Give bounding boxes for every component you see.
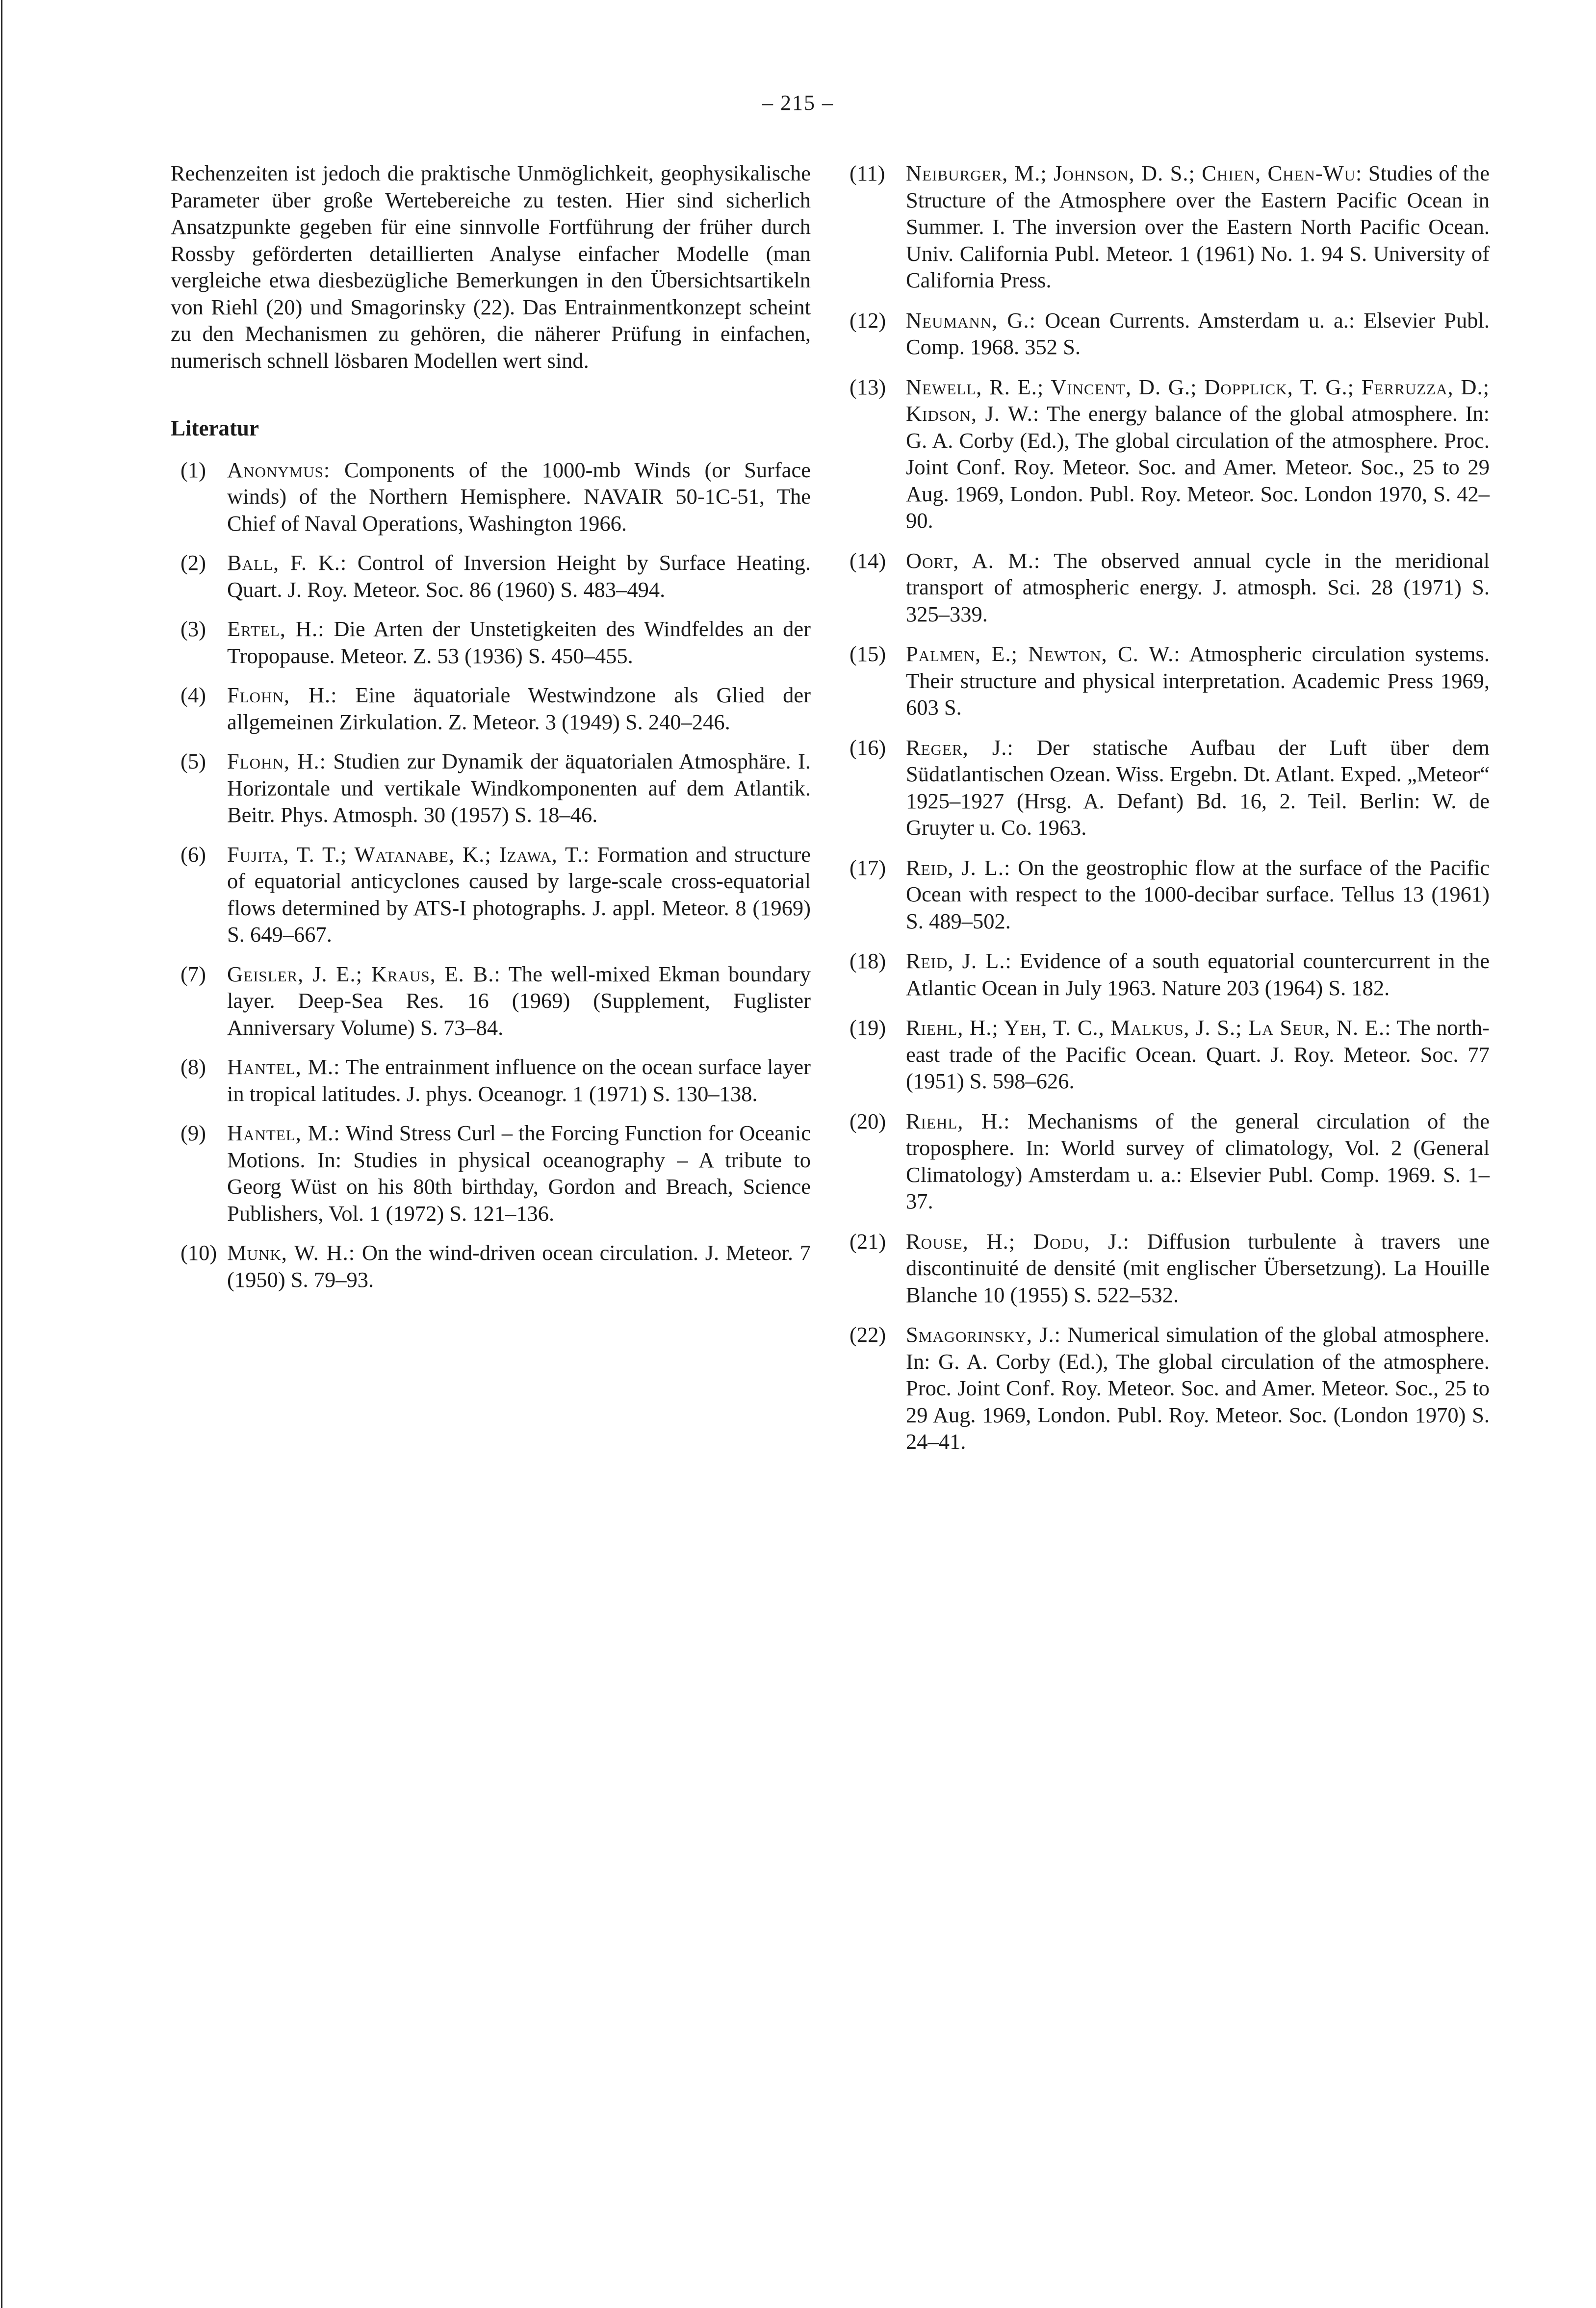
reference-authors: Reger, J.:: [906, 735, 1014, 760]
reference-entry: [849, 307, 1490, 360]
reference-citation: [906, 1321, 1490, 1455]
reference-entry: [171, 682, 811, 735]
reference-citation: [906, 307, 1490, 360]
reference-citation: [906, 854, 1490, 935]
reference-authors: Anonymus:: [227, 457, 331, 482]
reference-citation: [227, 549, 811, 603]
reference-number: (22): [849, 1322, 886, 1347]
reference-citation: [227, 841, 811, 948]
reference-number: (15): [849, 641, 886, 666]
reference-authors: Oort, A. M.:: [906, 548, 1041, 573]
reference-number: (8): [180, 1054, 206, 1079]
reference-citation: [227, 748, 811, 828]
reference-number: (12): [849, 308, 886, 333]
reference-citation: [906, 1014, 1490, 1095]
reference-citation: [906, 734, 1490, 841]
reference-entry: [171, 841, 811, 948]
reference-number: (19): [849, 1015, 886, 1040]
reference-number: (3): [180, 616, 206, 641]
reference-text: Components of the 1000-mb Winds (or Surface winds) of the Northern Hemisphere. NAVAIR 50-1C-51, The Chief of Naval Operations, Washington 1966.: [227, 457, 811, 536]
reference-entry: [171, 961, 811, 1041]
reference-text: Studien zur Dynamik der äquatorialen Atmosphäre. I. Horizontale und vertikale Windkomponenten auf dem Atlantik. Beitr. Phys. Atmosph. 30 (1957) S. 18–46.: [227, 749, 811, 827]
reference-number: (14): [849, 548, 886, 573]
reference-entry: [849, 1014, 1490, 1095]
reference-number: (10): [180, 1240, 217, 1265]
reference-text: On the wind-driven ocean circulation. J. Meteor. 7 (1950) S. 79–93.: [227, 1240, 811, 1292]
reference-text: Der statische Aufbau der Luft über dem Südatlantischen Ozean. Wiss. Ergebn. Dt. Atlant. Exped. „Meteor“ 1925–1927 (Hrsg. A. Defant) Bd. 16, 2. Teil. Berlin: W. de Gruyter u. Co. 1963.: [906, 735, 1490, 840]
reference-authors: Palmen, E.; Newton, C. W.:: [906, 641, 1181, 666]
reference-entry: [849, 1108, 1490, 1215]
reference-citation: [227, 1239, 811, 1293]
reference-entry: [171, 549, 811, 603]
reference-number: (6): [180, 842, 206, 867]
reference-citation: [906, 374, 1490, 534]
reference-citation: [906, 547, 1490, 628]
reference-entry: [171, 457, 811, 537]
reference-entry: [171, 1120, 811, 1227]
reference-number: (2): [180, 550, 206, 575]
reference-number: (11): [849, 161, 885, 185]
reference-entry: [171, 1239, 811, 1293]
reference-text: The energy balance of the global atmosphere. In: G. A. Corby (Ed.), The global circulation of the atmosphere. Proc. Joint Conf. Roy. Meteor. Soc. and Amer. Meteor. Soc., 25 to 29 Aug. 1969, London. Publ. Roy. Meteor. Soc. London 1970, S. 42–90.: [906, 401, 1490, 533]
reference-entry: [849, 948, 1490, 1001]
reference-text: Mechanisms of the general circulation of the troposphere. In: World survey of climatology, Vol. 2 (General Climatology) Amsterdam u. a.: Elsevier Publ. Comp. 1969. S. 1–37.: [906, 1108, 1490, 1213]
reference-citation: [906, 641, 1490, 721]
reference-entry: [849, 1228, 1490, 1308]
reference-entry: [849, 547, 1490, 628]
reference-citation: [227, 682, 811, 735]
reference-number: (17): [849, 855, 886, 880]
page-number: – 215 –: [762, 91, 834, 115]
reference-text: Numerical simulation of the global atmosphere. In: G. A. Corby (Ed.), The global circulation of the atmosphere. Proc. Joint Conf. Roy. Meteor. Soc. and Amer. Meteor. Soc., 25 to 29 Aug. 1969, London. Publ. Roy. Meteor. Soc. (London 1970) S. 24–41.: [906, 1322, 1490, 1454]
reference-entry: [849, 641, 1490, 721]
reference-text: Evidence of a south equatorial countercurrent in the Atlantic Ocean in July 1963. Nature 203 (1964) S. 182.: [906, 949, 1490, 1000]
reference-authors: Reid, J. L.:: [906, 855, 1011, 880]
reference-citation: [227, 1120, 811, 1227]
reference-entry: [171, 748, 811, 828]
reference-entry: [171, 1053, 811, 1107]
reference-text: Atmospheric circulation systems. Their structure and physical interpretation. Academic Press 1969, 603 S.: [906, 641, 1490, 719]
reference-citation: [906, 1228, 1490, 1308]
reference-entry: [171, 615, 811, 669]
reference-entry: [849, 160, 1490, 294]
reference-authors: Geisler, J. E.; Kraus, E. B.:: [227, 961, 501, 986]
reference-text: Formation and structure of equatorial anticyclones caused by large-scale cross-equatorial flows determined by ATS-I photographs. J. appl. Meteor. 8 (1969) S. 649–667.: [227, 842, 811, 947]
reference-authors: Munk, W. H.:: [227, 1240, 356, 1265]
reference-list-left: [171, 457, 811, 1293]
reference-number: (18): [849, 949, 886, 973]
reference-citation: [227, 1053, 811, 1107]
reference-authors: Flohn, H.:: [227, 683, 337, 707]
intro-paragraph: Rechenzeiten ist jedoch die praktische Unmöglichkeit, geophysikalische Parameter über große Wertebereiche zu testen. Hier sind sicherlich Ansatzpunkte gegeben für eine sinnvolle Fortführung der früher durch Rossby geförderten detaillierten Analyse einfacher Modelle (man vergleiche etwa diesbezügliche Bemerkungen in den Übersichtsartikeln von Riehl (20) und Smagorinsky (22). Das Entrainmentkonzept scheint zu den Mechanismen zu gehören, die näherer Prüfung in einfachen, numerisch schnell lösbaren Modellen wert sind.: [171, 161, 811, 373]
reference-number: (4): [180, 683, 206, 707]
right-column: [849, 160, 1490, 1468]
reference-citation: [906, 1108, 1490, 1215]
reference-citation: [227, 615, 811, 669]
reference-entry: [849, 854, 1490, 935]
reference-number: (9): [180, 1121, 206, 1145]
reference-list-right: [849, 160, 1490, 1455]
reference-entry: [849, 734, 1490, 841]
reference-entry: [849, 1321, 1490, 1455]
reference-authors: Hantel, M.:: [227, 1054, 340, 1079]
reference-authors: Newell, R. E.; Vincent, D. G.; Dopplick, T. G.; Ferruzza, D.; Kidson, J. W.:: [906, 374, 1490, 426]
scan-edge-line: [1, 0, 2, 2308]
reference-citation: [227, 961, 811, 1041]
reference-authors: Neumann, G.:: [906, 308, 1036, 333]
reference-text: The observed annual cycle in the meridional transport of atmospheric energy. J. atmosph. Sci. 28 (1971) S. 325–339.: [906, 548, 1490, 626]
reference-number: (7): [180, 961, 206, 986]
reference-authors: Neiburger, M.; Johnson, D. S.; Chien, Chen-Wu:: [906, 161, 1363, 185]
reference-entry: [849, 374, 1490, 534]
references-heading: Literatur: [171, 416, 259, 440]
reference-text: Eine äquatoriale Westwindzone als Glied der allgemeinen Zirkulation. Z. Meteor. 3 (1949) S. 240–246.: [227, 683, 811, 734]
reference-authors: Ertel, H.:: [227, 616, 325, 641]
reference-number: (1): [180, 457, 206, 482]
reference-text: On the geostrophic flow at the surface of the Pacific Ocean with respect to the 1000-decibar surface. Tellus 13 (1961) S. 489–502.: [906, 855, 1490, 933]
left-column: [171, 160, 811, 1306]
reference-authors: Riehl, H.:: [906, 1108, 1010, 1133]
reference-authors: Reid, J. L.:: [906, 949, 1012, 973]
reference-text: The well-mixed Ekman boundary layer. Deep-Sea Res. 16 (1969) (Supplement, Fuglister Anniversary Volume) S. 73–84.: [227, 961, 811, 1040]
reference-citation: [227, 457, 811, 537]
reference-number: (5): [180, 749, 206, 773]
reference-authors: Smagorinsky, J.:: [906, 1322, 1061, 1347]
reference-text: Diffusion turbulente à travers une discontinuité de densité (mit englischer Übersetzung). La Houille Blanche 10 (1955) S. 522–532.: [906, 1229, 1490, 1307]
reference-text: The entrainment influence on the ocean surface layer in tropical latitudes. J. phys. Oceanogr. 1 (1971) S. 130–138.: [227, 1054, 811, 1106]
reference-text: Wind Stress Curl – the Forcing Function for Oceanic Motions. In: Studies in physical oceanography – A tribute to Georg Wüst on his 80th birthday, Gordon and Breach, Science Publishers, Vol. 1 (1972) S. 121–136.: [227, 1121, 811, 1226]
reference-citation: [906, 948, 1490, 1001]
reference-text: Studies of the Structure of the Atmosphere over the Eastern Pacific Ocean in Summer. I. The inversion over the Eastern North Pacific Ocean. Univ. California Publ. Meteor. 1 (1961) No. 1. 94 S. University of California Press.: [906, 161, 1490, 292]
reference-number: (21): [849, 1229, 886, 1254]
reference-authors: Rouse, H.; Dodu, J.:: [906, 1229, 1130, 1254]
reference-authors: Ball, F. K.:: [227, 550, 347, 575]
reference-citation: [906, 160, 1490, 294]
reference-authors: Hantel, M.:: [227, 1121, 340, 1145]
reference-text: Control of Inversion Height by Surface Heating. Quart. J. Roy. Meteor. Soc. 86 (1960) S. 483–494.: [227, 550, 811, 602]
reference-text: The north-east trade of the Pacific Ocean. Quart. J. Roy. Meteor. Soc. 77 (1951) S. 598–626.: [906, 1015, 1490, 1093]
reference-number: (16): [849, 735, 886, 760]
reference-authors: Fujita, T. T.; Watanabe, K.; Izawa, T.:: [227, 842, 590, 867]
reference-number: (20): [849, 1108, 886, 1133]
reference-text: Ocean Currents. Amsterdam u. a.: Elsevier Publ. Comp. 1968. 352 S.: [906, 308, 1490, 359]
reference-number: (13): [849, 374, 886, 399]
reference-authors: Riehl, H.; Yeh, T. C., Malkus, J. S.; La Seur, N. E.:: [906, 1015, 1391, 1040]
reference-text: Die Arten der Unstetigkeiten des Windfeldes an der Tropopause. Meteor. Z. 53 (1936) S. 450–455.: [227, 616, 811, 668]
reference-authors: Flohn, H.:: [227, 749, 326, 773]
